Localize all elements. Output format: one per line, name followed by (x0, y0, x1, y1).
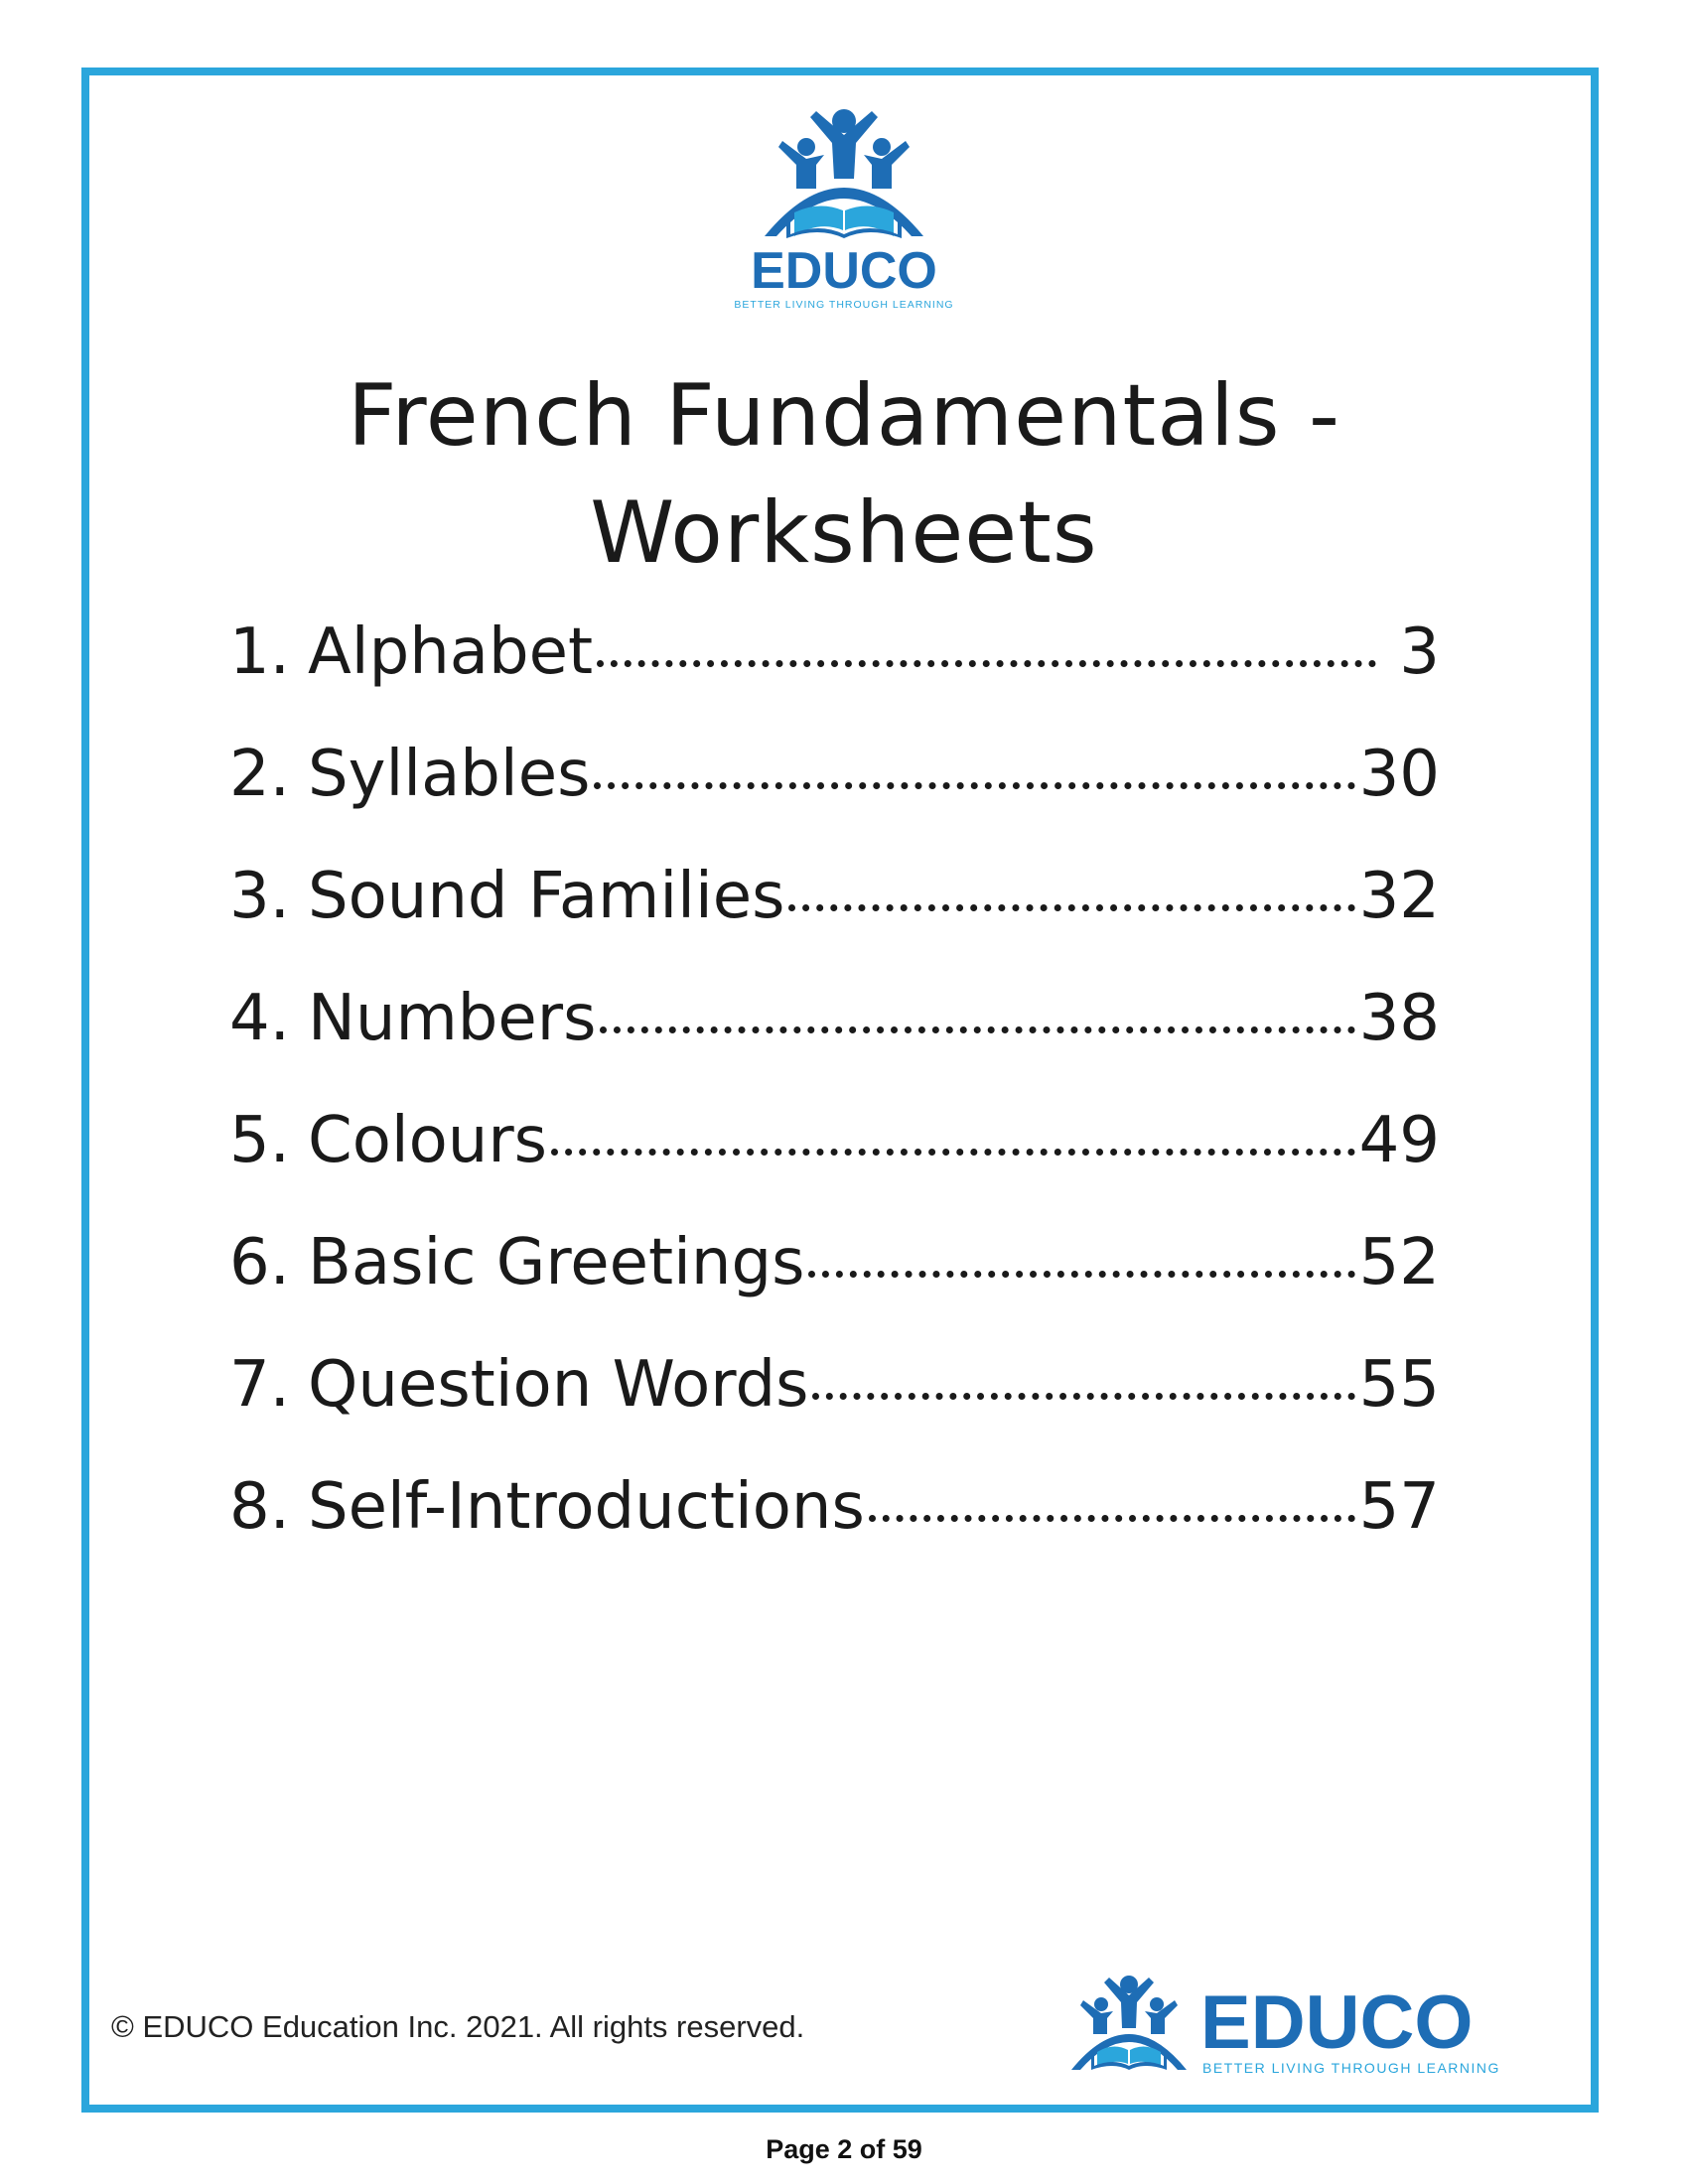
toc-entry-label: Basic Greetings (308, 1226, 805, 1299)
toc-entry-number: 6. (228, 1226, 290, 1299)
toc-entry-syllables[interactable] (209, 738, 1440, 860)
logo-tagline: BETTER LIVING THROUGH LEARNING (1202, 2060, 1500, 2076)
toc-entry-page: 38 (1358, 982, 1440, 1055)
toc-dot-leader (600, 1015, 1354, 1033)
toc-entry-number: 4. (228, 982, 290, 1055)
toc-entry-sound-families[interactable] (209, 860, 1440, 982)
educo-logo-icon (1067, 1971, 1534, 2080)
title-line-2: Worksheets (590, 483, 1098, 583)
toc-entry-number: 3. (228, 860, 290, 933)
toc-dot-leader (788, 892, 1354, 911)
toc-entry-label: Alphabet (308, 615, 594, 689)
toc-dot-leader (594, 770, 1354, 789)
toc-entry-page: 30 (1358, 738, 1440, 811)
toc-entry-number: 8. (228, 1470, 290, 1544)
logo-wordmark: EDUCO (1200, 1980, 1474, 2065)
educo-logo-top (725, 99, 963, 313)
toc-dot-leader (551, 1137, 1355, 1156)
educo-logo-icon (725, 99, 963, 313)
toc-entry-label: Question Words (308, 1348, 809, 1422)
toc-entry-alphabet[interactable] (209, 615, 1440, 738)
toc-entry-label: Colours (308, 1104, 547, 1177)
toc-entry-question-words[interactable] (209, 1348, 1440, 1470)
toc-entry-label: Syllables (308, 738, 591, 811)
toc-entry-self-introductions[interactable] (209, 1470, 1440, 1592)
educo-logo-bottom (1067, 1971, 1534, 2080)
toc-entry-label: Self-Introductions (308, 1470, 865, 1544)
toc-entry-numbers[interactable] (209, 982, 1440, 1104)
logo-tagline: BETTER LIVING THROUGH LEARNING (734, 299, 954, 311)
toc-entry-page: 32 (1358, 860, 1440, 933)
toc-entry-page: 55 (1358, 1348, 1440, 1422)
toc-entry-number: 7. (228, 1348, 290, 1422)
title-line-1: French Fundamentals - (348, 366, 1340, 466)
toc-entry-number: 5. (228, 1104, 290, 1177)
toc-entry-page: 52 (1358, 1226, 1440, 1299)
toc-dot-leader (869, 1503, 1355, 1522)
toc-dot-leader (812, 1381, 1354, 1400)
toc-entry-label: Sound Families (308, 860, 785, 933)
toc-entry-number: 1. (228, 615, 290, 689)
toc-entry-page: 3 (1399, 615, 1440, 689)
copyright-notice: © EDUCO Education Inc. 2021. All rights reserved. (111, 2009, 805, 2044)
toc-entry-page: 49 (1358, 1104, 1440, 1177)
toc-entry-label: Numbers (308, 982, 597, 1055)
toc-dot-leader (808, 1259, 1354, 1278)
toc-entry-basic-greetings[interactable] (209, 1226, 1440, 1348)
toc-entry-page: 57 (1358, 1470, 1440, 1544)
toc-dot-leader (597, 648, 1376, 667)
toc-entry-colours[interactable] (209, 1104, 1440, 1226)
document-title (199, 357, 1489, 592)
table-of-contents (209, 615, 1440, 1592)
page-number: Page 2 of 59 (766, 2134, 922, 2164)
logo-wordmark: EDUCO (751, 242, 937, 300)
toc-entry-number: 2. (228, 738, 290, 811)
